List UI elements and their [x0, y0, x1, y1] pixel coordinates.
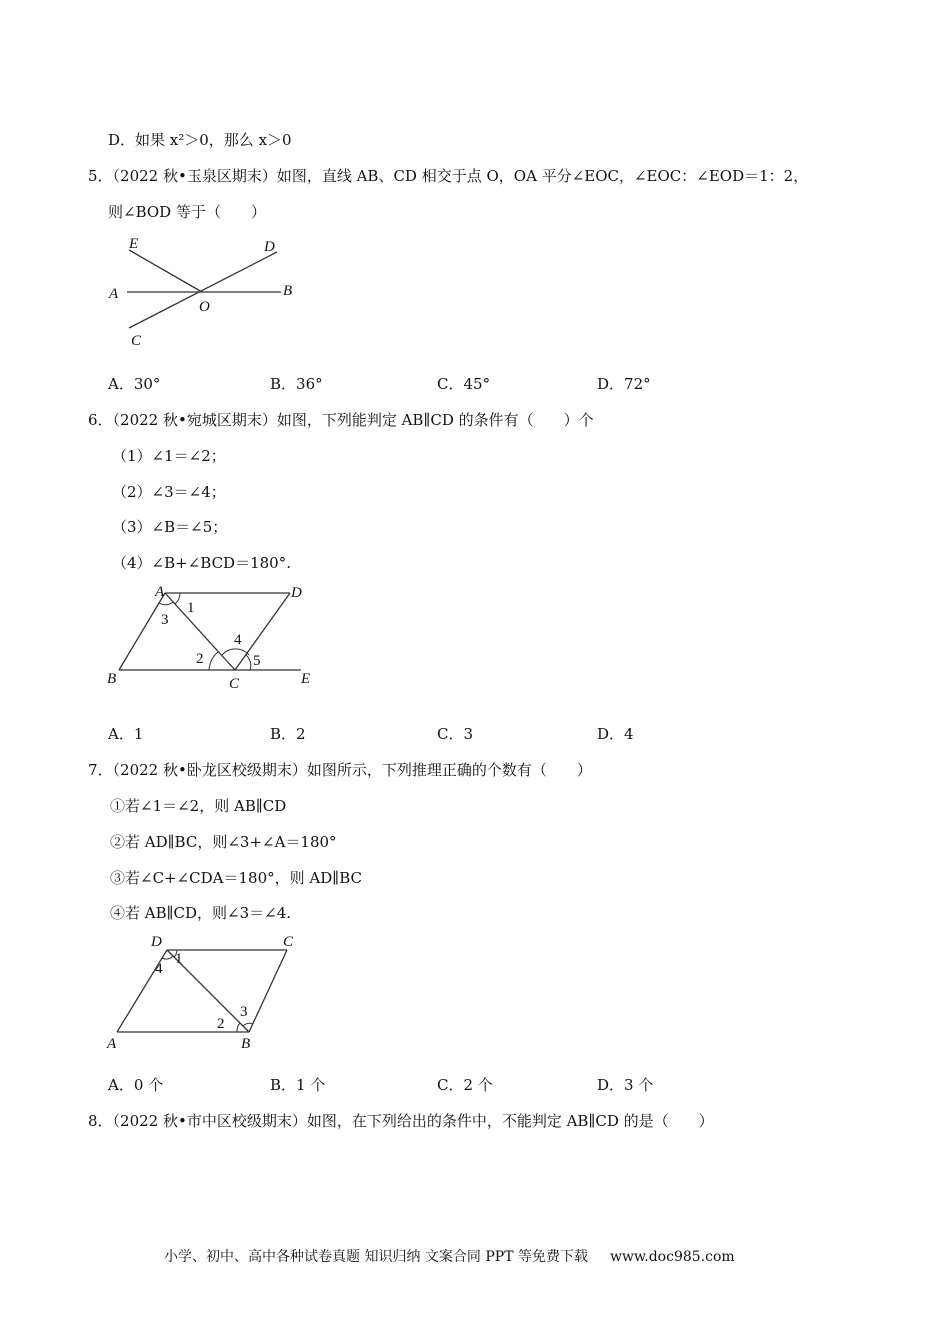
q5-stem-line1: 5．（2022 秋•玉泉区期末）如图，直线 AB、CD 相交于点 O，OA 平分∠EOC，∠EOC：∠EOD＝1：2， [88, 167, 809, 185]
q6-angle-4: 4 [234, 632, 242, 648]
q5-label-a: A [109, 286, 119, 302]
q7-arc-2 [237, 1023, 240, 1032]
q5-label-b: B [283, 283, 293, 299]
q6-label-e: E [301, 671, 311, 687]
q6-line-ab [119, 593, 165, 670]
q5-label-e: E [129, 236, 139, 252]
q7-cond-3: ③若∠C+∠CDA＝180°，则 AD∥BC [110, 869, 362, 887]
q6-stem: 6．（2022 秋•宛城区期末）如图，下列能判定 AB∥CD 的条件有（ ）个 [88, 411, 594, 429]
q6-cond-2: （2）∠3＝∠4； [112, 483, 226, 501]
q5-figure [105, 232, 305, 352]
q5-option-a: A．30° [108, 375, 161, 393]
page-footer [164, 1246, 735, 1266]
q6-label-c: C [229, 676, 240, 692]
q6-angle-3: 3 [161, 612, 169, 628]
q7-cond-2: ②若 AD∥BC，则∠3+∠A＝180° [110, 833, 337, 851]
q6-option-c: C．3 [437, 725, 474, 743]
q7-angle-4: 4 [155, 961, 163, 977]
q6-label-b: B [107, 671, 117, 687]
q7-option-c: C．2 个 [437, 1076, 493, 1094]
q6-arc-3 [159, 602, 173, 605]
q6-option-d: D．4 [597, 725, 634, 743]
q7-label-d: D [151, 934, 162, 950]
q7-line-bc [249, 950, 287, 1032]
q6-cond-4: （4）∠B+∠BCD＝180°. [112, 554, 291, 572]
q7-label-a: A [107, 1036, 117, 1052]
q4-option-d: D．如果 x²＞0，那么 x＞0 [108, 131, 292, 149]
q6-arc-4 [222, 649, 249, 655]
q7-cond-4: ④若 AB∥CD，则∠3＝∠4. [110, 904, 292, 922]
q5-label-c: C [131, 333, 142, 349]
q6-angle-2: 2 [196, 651, 204, 667]
q6-option-a: A．1 [108, 725, 144, 743]
q6-angle-1: 1 [187, 600, 195, 616]
q5-ray-oe [129, 250, 202, 292]
q6-cond-1: （1）∠1＝∠2； [112, 447, 226, 465]
q6-line-cd [235, 593, 290, 670]
q7-label-c: C [283, 934, 294, 950]
q6-arc-5 [246, 655, 251, 670]
q7-angle-1: 1 [175, 951, 183, 967]
q7-option-b: B．1 个 [270, 1076, 326, 1094]
q7-label-b: B [241, 1036, 251, 1052]
q5-label-o: O [199, 299, 210, 315]
q6-label-a: A [155, 584, 165, 600]
q6-cond-3: （3）∠B＝∠5； [112, 518, 228, 536]
q6-angle-5: 5 [253, 653, 261, 669]
q6-option-b: B．2 [270, 725, 306, 743]
q7-cond-1: ①若∠1＝∠2，则 AB∥CD [110, 797, 287, 815]
q5-stem-line2: 则∠BOD 等于（ ） [108, 203, 266, 221]
q5-option-c: C．45° [437, 375, 491, 393]
q7-stem: 7．（2022 秋•卧龙区校级期末）如图所示，下列推理正确的个数有（ ） [88, 761, 592, 779]
q6-arc-2 [209, 652, 218, 670]
q7-figure [103, 932, 313, 1054]
footer-text: 小学、初中、高中各种试卷真题 知识归纳 文案合同 PPT 等免费下载 [164, 1249, 588, 1265]
q5-option-b: B．36° [270, 375, 323, 393]
q7-option-a: A．0 个 [108, 1076, 164, 1094]
q5-label-d: D [264, 239, 275, 255]
q6-figure [105, 582, 325, 692]
q7-angle-3: 3 [240, 1004, 248, 1020]
q8-stem: 8．（2022 秋•市中区校级期末）如图，在下列给出的条件中，不能判定 AB∥CD 的是（ ） [88, 1112, 714, 1130]
q6-arc-1 [175, 593, 180, 604]
q6-label-d: D [291, 585, 302, 601]
q7-angle-2: 2 [217, 1016, 225, 1032]
footer-url[interactable]: www.doc985.com [609, 1249, 735, 1265]
q7-option-d: D．3 个 [597, 1076, 654, 1094]
q5-option-d: D．72° [597, 375, 651, 393]
